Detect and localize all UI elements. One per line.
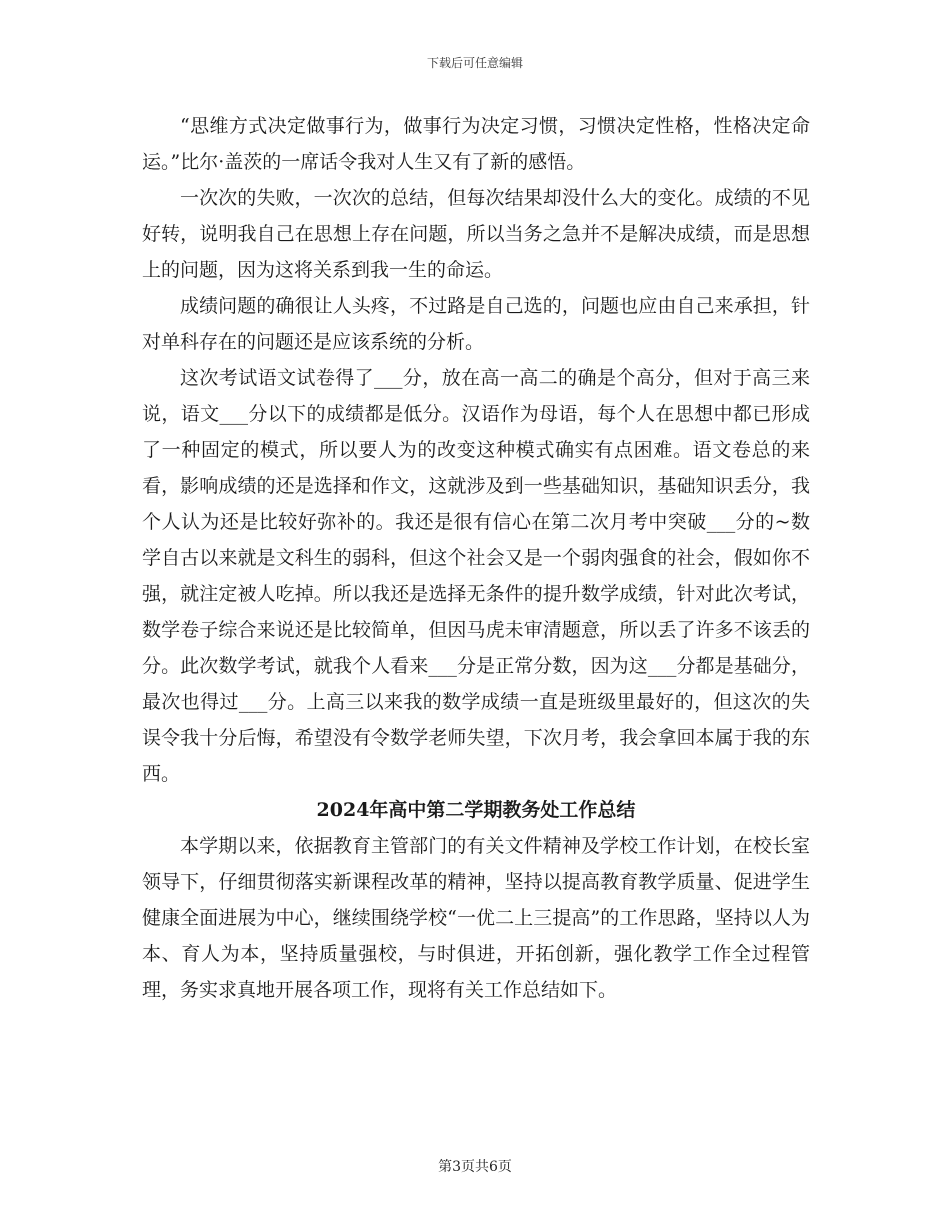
essay-paragraph-3: 成绩问题的确很让人头疼，不过路是自己选的，问题也应由自己来承担，针对单科存在的问题还是应该系统的分析。 (142, 295, 810, 353)
section-title: 2024年高中第二学期教务处工作总结 (316, 799, 636, 821)
essay-paragraph-1: “思维方式决定做事行为，做事行为决定习惯，习惯决定性格，性格决定命运。”比尔·盖茨的一席话令我对人生又有了新的感悟。 (142, 115, 810, 173)
section-paragraph-1: 本学期以来，依据教育主管部门的有关文件精神及学校工作计划，在校长室领导下，仔细贯彻落实新课程改革的精神，坚持以提高教育教学质量、促进学生健康全面进展为中心，继续围绕学校“一优二上三提高”的工作思路，坚持以人为本、育人为本，坚持质量强校，与时俱进，开拓创新，强化教学工作全过程管理，务实求真地开展各项工作，现将有关工作总结如下。 (142, 835, 810, 1001)
essay-paragraph-2: 一次次的失败，一次次的总结，但每次结果却没什么大的变化。成绩的不见好转，说明我自己在思想上存在问题，所以当务之急并不是解决成绩，而是思想上的问题，因为这将关系到我一生的命运。 (142, 187, 810, 281)
page-header: 下载后可任意编辑 (426, 56, 523, 70)
page-number: 第3页共6页 (438, 1159, 512, 1175)
essay-paragraph-4: 这次考试语文试卷得了___分，放在高一高二的确是个高分，但对于高三来说，语文___分以下的成绩都是低分。汉语作为母语，每个人在思想中都已形成了一种固定的模式，所以要人为的改变这种模式确实有点困难。语文卷总的来看，影响成绩的还是选择和作文，这就涉及到一些基础知识，基础知识丢分，我个人认为还是比较好弥补的。我还是很有信心在第二次月考中突破___分的~数学自古以来就是文科生的弱科，但这个社会又是一个弱肉强食的社会，假如你不强，就注定被人吃掉。所以我还是选择无条件的提升数学成绩，针对此次考试，数学卷子综合来说还是比较简单，但因马虎未审清题意，所以丢了许多不该丢的分。此次数学考试，就我个人看来___分是正常分数，因为这___分都是基础分，最次也得过___分。上高三以来我的数学成绩一直是班级里最好的，但这次的失误令我十分后悔，希望没有令数学老师失望，下次月考，我会拿回本属于我的东西。 (142, 367, 810, 785)
document-body (142, 108, 810, 1008)
